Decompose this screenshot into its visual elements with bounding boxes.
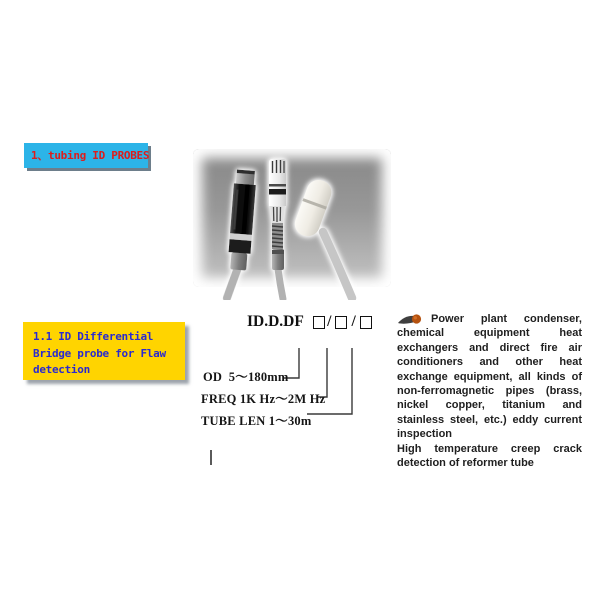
application-paragraph-2-text: High temperature creep crack detection of reformer tube	[397, 442, 582, 470]
right-white-probe	[291, 177, 352, 298]
subsection-line3: detection	[33, 363, 90, 376]
subsection-line1: 1.1 ID Differential	[33, 330, 154, 343]
model-placeholder-box-2	[335, 316, 347, 329]
model-slash-2: /	[351, 313, 356, 330]
left-black-probe	[225, 169, 257, 299]
subsection-title-box	[23, 322, 185, 380]
section-banner-label: 1、tubing ID PROBES	[31, 149, 150, 162]
model-prefix: ID.D.DF	[247, 313, 308, 330]
spec-tube-len: TUBE LEN 1～30m	[201, 414, 312, 428]
spec-od: OD 5～180mm	[203, 370, 289, 384]
text-cursor-bar	[210, 450, 212, 465]
spec-freq: FREQ 1K Hz～2M Hz	[201, 392, 326, 406]
subsection-line2: Bridge probe for Flaw	[33, 346, 166, 360]
middle-metal-probe	[269, 159, 286, 299]
application-paragraph-2	[397, 442, 582, 471]
comet-bullet-icon	[397, 314, 423, 326]
probe-photo	[193, 146, 391, 300]
model-slash-1: /	[327, 313, 332, 330]
model-placeholder-box-3	[360, 316, 372, 329]
application-paragraph-1	[397, 312, 582, 442]
section-banner	[24, 143, 148, 168]
model-placeholder-box-1	[313, 316, 325, 329]
model-code	[247, 312, 374, 332]
application-paragraph-1-text: Power plant condenser, chemical equipment heat exchangers and direct fire air conditioners and other heat exchange equipment, all kinds of non-ferromagnetic pipes (brass, nickel copper, titanium and stainless steel, etc.) eddy current inspection	[397, 313, 582, 441]
probes-illustration	[193, 146, 391, 300]
application-text-block	[397, 312, 582, 470]
